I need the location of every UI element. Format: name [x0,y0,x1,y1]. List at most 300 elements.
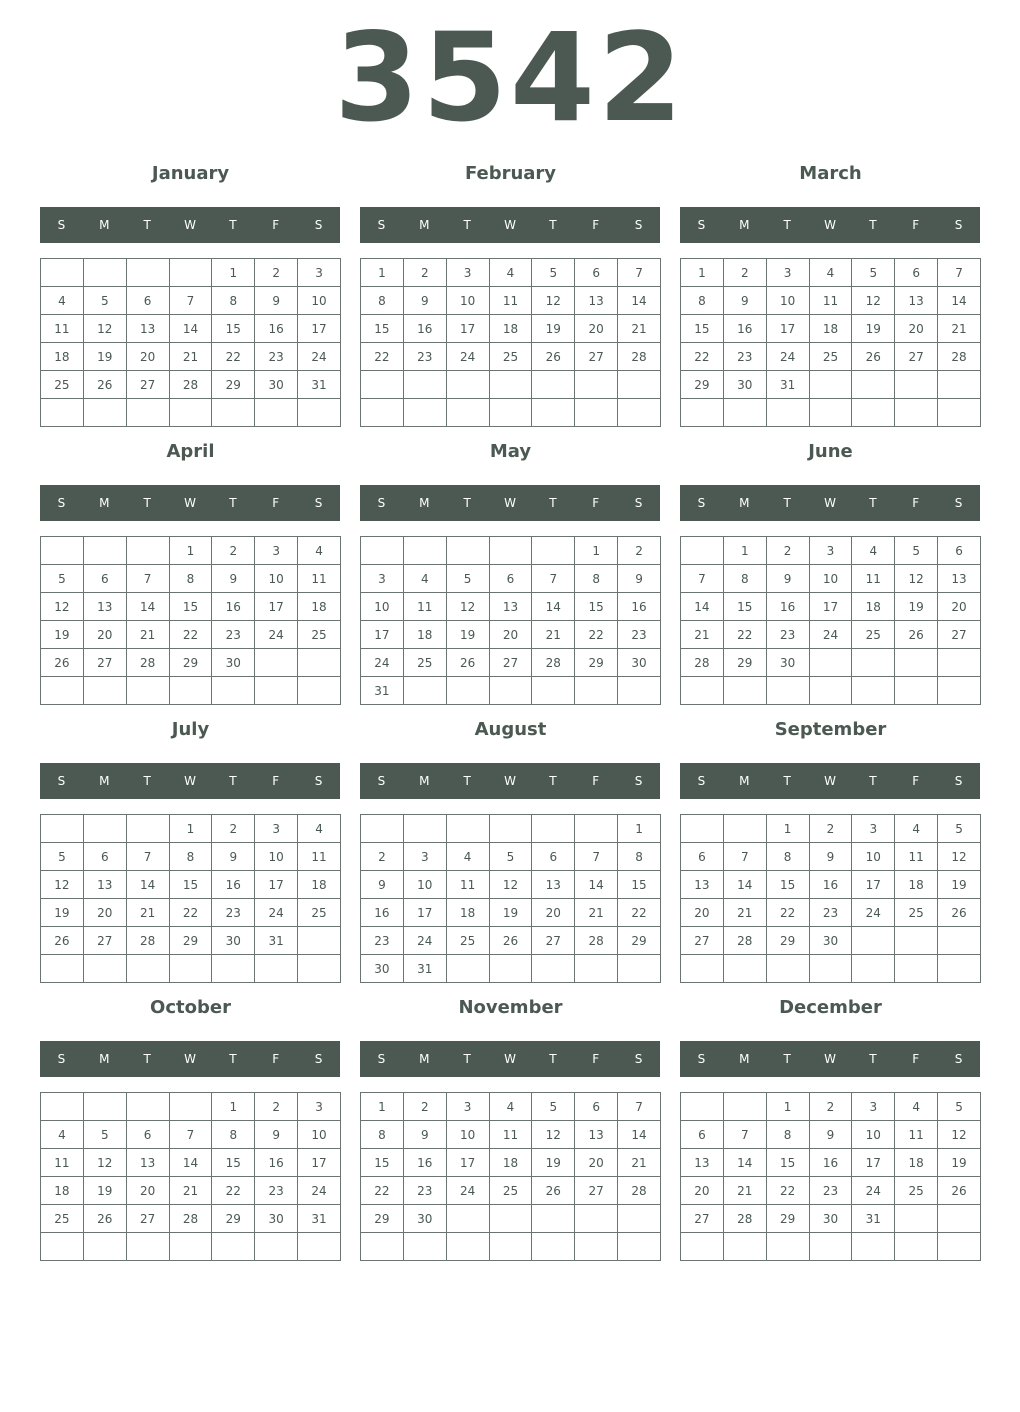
day-cell [41,259,84,287]
day-cell [681,1093,724,1121]
day-cell [169,1233,212,1261]
day-cell: 8 [361,1121,404,1149]
day-cell: 18 [41,343,84,371]
day-cell: 19 [938,1149,981,1177]
week-row [361,399,661,427]
day-cell: 4 [298,537,341,565]
weekday-label: T [869,774,877,788]
day-cell [575,955,618,983]
day-grid [360,814,661,983]
weekday-header [360,207,660,243]
day-cell [489,371,532,399]
day-cell: 20 [895,315,938,343]
weekday-label: M [739,496,750,510]
week-row [681,1093,981,1121]
day-cell: 13 [489,593,532,621]
day-cell: 6 [489,565,532,593]
day-cell [361,1233,404,1261]
day-grid [40,258,341,427]
day-cell: 21 [723,899,766,927]
day-cell [681,955,724,983]
month-name: April [166,441,215,462]
day-cell: 4 [489,1093,532,1121]
day-cell: 4 [852,537,895,565]
weekday-label: M [419,774,430,788]
day-cell: 26 [489,927,532,955]
weekday-header [360,485,660,521]
day-cell: 4 [41,1121,84,1149]
day-cell: 14 [126,593,169,621]
weekday-label: T [463,774,471,788]
day-cell [575,399,618,427]
day-cell [83,955,126,983]
day-cell [618,1233,661,1261]
day-cell: 4 [895,1093,938,1121]
day-cell [169,677,212,705]
day-cell: 25 [489,343,532,371]
day-cell: 22 [361,343,404,371]
month-name: March [799,163,862,184]
weekday-label: M [99,1052,110,1066]
day-cell: 21 [126,621,169,649]
day-cell: 25 [298,621,341,649]
day-cell [681,677,724,705]
week-row [41,537,341,565]
day-cell: 6 [681,1121,724,1149]
day-cell: 5 [41,843,84,871]
day-cell: 29 [618,927,661,955]
day-cell: 1 [575,537,618,565]
day-cell: 28 [532,649,575,677]
weekday-label: T [143,496,151,510]
day-cell: 11 [852,565,895,593]
weekday-label: T [229,1052,237,1066]
day-cell: 11 [489,1121,532,1149]
day-cell: 13 [681,1149,724,1177]
weekday-header [680,763,980,799]
day-cell: 30 [255,1205,298,1233]
week-row [361,565,661,593]
day-cell: 30 [766,649,809,677]
day-cell: 14 [618,1121,661,1149]
week-row [41,843,341,871]
weekday-label: W [184,218,196,232]
day-cell: 22 [169,899,212,927]
day-cell: 2 [403,1093,446,1121]
day-cell: 11 [41,1149,84,1177]
weekday-label: T [549,1052,557,1066]
day-cell: 13 [575,287,618,315]
day-cell: 18 [809,315,852,343]
day-cell [403,815,446,843]
day-cell: 28 [723,927,766,955]
day-cell [895,1233,938,1261]
day-cell: 20 [681,899,724,927]
day-cell [938,371,981,399]
day-cell: 3 [361,565,404,593]
day-cell: 29 [212,1205,255,1233]
day-cell: 28 [938,343,981,371]
day-cell: 25 [489,1177,532,1205]
day-cell: 14 [723,871,766,899]
day-cell [766,955,809,983]
day-cell [403,677,446,705]
week-row [361,815,661,843]
day-cell: 5 [532,1093,575,1121]
day-cell [41,955,84,983]
day-cell: 19 [532,1149,575,1177]
week-row [41,927,341,955]
day-cell: 29 [212,371,255,399]
day-cell: 24 [298,1177,341,1205]
day-cell [298,927,341,955]
day-cell: 9 [766,565,809,593]
day-cell: 5 [41,565,84,593]
weekday-label: S [634,1052,643,1066]
week-row [681,343,981,371]
day-cell: 21 [618,1149,661,1177]
day-cell [575,677,618,705]
day-cell [618,1205,661,1233]
day-grid [40,536,341,705]
day-cell [489,1233,532,1261]
day-cell: 21 [169,1177,212,1205]
day-cell: 11 [298,565,341,593]
day-cell: 11 [41,315,84,343]
weekday-label: F [912,1052,920,1066]
weekday-label: T [549,218,557,232]
day-cell: 27 [83,927,126,955]
day-cell [446,955,489,983]
weekday-label: T [463,218,471,232]
month-name: January [151,163,230,184]
day-cell [403,399,446,427]
weekday-label: F [272,1052,280,1066]
day-cell: 20 [575,1149,618,1177]
day-cell: 16 [403,315,446,343]
weekday-header [360,1041,660,1077]
day-cell: 12 [41,593,84,621]
weekday-label: F [912,218,920,232]
day-cell [938,399,981,427]
day-cell: 15 [723,593,766,621]
day-cell [681,399,724,427]
day-cell [446,677,489,705]
day-cell [126,399,169,427]
week-row [361,259,661,287]
day-cell [361,815,404,843]
day-cell: 23 [255,1177,298,1205]
weekday-header [40,485,340,521]
week-row [681,927,981,955]
day-cell: 29 [361,1205,404,1233]
day-cell [852,677,895,705]
day-cell: 29 [681,371,724,399]
day-cell: 12 [83,1149,126,1177]
week-row [41,399,341,427]
day-cell: 7 [723,843,766,871]
day-cell: 30 [723,371,766,399]
weekday-label: W [184,1052,196,1066]
week-row [681,677,981,705]
day-cell: 30 [809,1205,852,1233]
day-cell [852,1233,895,1261]
day-cell: 5 [852,259,895,287]
day-cell: 16 [212,593,255,621]
day-cell [681,537,724,565]
day-cell: 5 [83,1121,126,1149]
day-cell [169,399,212,427]
day-cell: 3 [766,259,809,287]
day-cell: 23 [723,343,766,371]
day-cell: 26 [83,371,126,399]
month-name: October [150,997,231,1018]
day-cell: 2 [809,815,852,843]
day-cell: 3 [852,1093,895,1121]
day-cell [575,371,618,399]
day-cell: 14 [618,287,661,315]
day-cell: 5 [83,287,126,315]
day-cell: 12 [852,287,895,315]
day-cell: 1 [618,815,661,843]
day-cell: 28 [126,649,169,677]
day-cell: 1 [361,1093,404,1121]
weekday-label: F [592,496,600,510]
day-cell [83,677,126,705]
day-cell [723,677,766,705]
day-cell: 26 [532,1177,575,1205]
day-cell [126,815,169,843]
day-cell: 13 [895,287,938,315]
weekday-label: S [697,218,706,232]
day-cell: 24 [766,343,809,371]
week-row [41,1121,341,1149]
day-cell: 29 [766,1205,809,1233]
day-cell: 3 [446,1093,489,1121]
day-cell: 10 [403,871,446,899]
day-cell: 7 [169,287,212,315]
day-cell: 12 [938,1121,981,1149]
day-cell [532,399,575,427]
day-cell: 20 [489,621,532,649]
day-cell [938,1205,981,1233]
week-row [41,315,341,343]
day-cell: 16 [212,871,255,899]
day-cell: 17 [403,899,446,927]
day-cell [809,955,852,983]
day-cell: 8 [575,565,618,593]
day-cell: 17 [852,871,895,899]
day-cell: 9 [403,287,446,315]
weekday-label: S [314,218,323,232]
weekday-label: T [549,774,557,788]
day-cell: 12 [489,871,532,899]
day-cell [532,537,575,565]
day-cell [41,1233,84,1261]
week-row [41,1177,341,1205]
day-cell: 8 [766,843,809,871]
weekday-header [680,1041,980,1077]
week-row [41,287,341,315]
day-cell: 9 [212,565,255,593]
weekday-label: S [377,774,386,788]
day-cell: 10 [446,287,489,315]
day-cell: 29 [723,649,766,677]
day-cell [126,537,169,565]
day-cell [618,955,661,983]
day-cell: 5 [938,815,981,843]
day-cell: 26 [938,1177,981,1205]
month-name: July [171,719,210,740]
day-cell: 8 [766,1121,809,1149]
day-cell: 26 [852,343,895,371]
day-cell [169,1093,212,1121]
day-cell: 23 [403,1177,446,1205]
day-cell [169,259,212,287]
week-row [41,565,341,593]
week-row [41,649,341,677]
week-row [681,899,981,927]
day-cell: 18 [298,871,341,899]
day-cell [298,955,341,983]
day-cell: 26 [83,1205,126,1233]
day-cell [41,399,84,427]
day-cell: 14 [126,871,169,899]
day-cell: 19 [532,315,575,343]
day-cell: 16 [361,899,404,927]
day-cell [681,815,724,843]
week-row [681,259,981,287]
weekday-label: W [504,218,516,232]
day-cell: 15 [169,871,212,899]
day-cell: 25 [41,1205,84,1233]
day-cell: 2 [255,259,298,287]
day-cell: 14 [169,315,212,343]
day-cell: 10 [298,287,341,315]
day-cell: 4 [895,815,938,843]
day-cell: 24 [446,343,489,371]
day-cell: 24 [255,621,298,649]
day-cell [446,1233,489,1261]
day-cell: 4 [809,259,852,287]
day-cell: 31 [852,1205,895,1233]
day-cell: 15 [681,315,724,343]
day-cell: 20 [126,343,169,371]
day-cell: 25 [298,899,341,927]
week-row [681,565,981,593]
week-row [361,315,661,343]
day-cell: 20 [532,899,575,927]
day-cell: 3 [446,259,489,287]
day-cell [532,677,575,705]
day-cell: 27 [126,371,169,399]
weekday-header [680,207,980,243]
day-cell [809,1233,852,1261]
day-cell: 19 [852,315,895,343]
day-cell: 31 [766,371,809,399]
weekday-label: M [739,218,750,232]
day-cell: 16 [766,593,809,621]
day-cell: 19 [41,621,84,649]
day-cell [83,1093,126,1121]
day-cell: 21 [532,621,575,649]
day-cell [766,399,809,427]
week-row [41,1205,341,1233]
day-cell: 8 [212,287,255,315]
day-cell: 22 [212,1177,255,1205]
day-cell: 27 [83,649,126,677]
day-cell: 20 [83,621,126,649]
day-cell [126,677,169,705]
day-cell [852,399,895,427]
day-cell: 18 [895,871,938,899]
day-cell [895,371,938,399]
day-cell: 27 [532,927,575,955]
day-cell: 25 [895,1177,938,1205]
day-cell [255,1233,298,1261]
day-cell [852,927,895,955]
weekday-label: T [869,218,877,232]
day-cell: 1 [681,259,724,287]
day-cell [212,1233,255,1261]
day-cell: 28 [618,1177,661,1205]
week-row [361,1149,661,1177]
day-cell: 14 [532,593,575,621]
day-cell [126,1093,169,1121]
day-cell: 13 [575,1121,618,1149]
day-cell [766,677,809,705]
day-cell: 3 [403,843,446,871]
day-cell: 11 [895,843,938,871]
day-cell: 6 [938,537,981,565]
week-row [681,287,981,315]
day-cell: 24 [852,1177,895,1205]
week-row [681,649,981,677]
day-cell: 19 [938,871,981,899]
day-cell [723,1093,766,1121]
day-cell: 1 [212,259,255,287]
week-row [681,593,981,621]
weekday-label: M [739,1052,750,1066]
day-cell: 7 [575,843,618,871]
weekday-label: M [419,218,430,232]
week-row [361,677,661,705]
week-row [681,315,981,343]
day-cell: 12 [83,315,126,343]
day-cell: 20 [575,315,618,343]
week-row [681,843,981,871]
day-cell: 10 [361,593,404,621]
day-cell: 28 [575,927,618,955]
day-cell: 28 [169,371,212,399]
day-cell: 6 [83,843,126,871]
week-row [361,1233,661,1261]
weekday-header [360,763,660,799]
day-cell: 17 [852,1149,895,1177]
day-cell: 9 [212,843,255,871]
day-cell [766,1233,809,1261]
day-cell: 16 [403,1149,446,1177]
weekday-label: S [314,774,323,788]
day-cell [532,1233,575,1261]
week-row [41,677,341,705]
day-cell: 29 [575,649,618,677]
day-cell: 17 [446,1149,489,1177]
day-cell: 17 [255,871,298,899]
day-cell [809,371,852,399]
week-row [361,649,661,677]
weekday-label: T [549,496,557,510]
